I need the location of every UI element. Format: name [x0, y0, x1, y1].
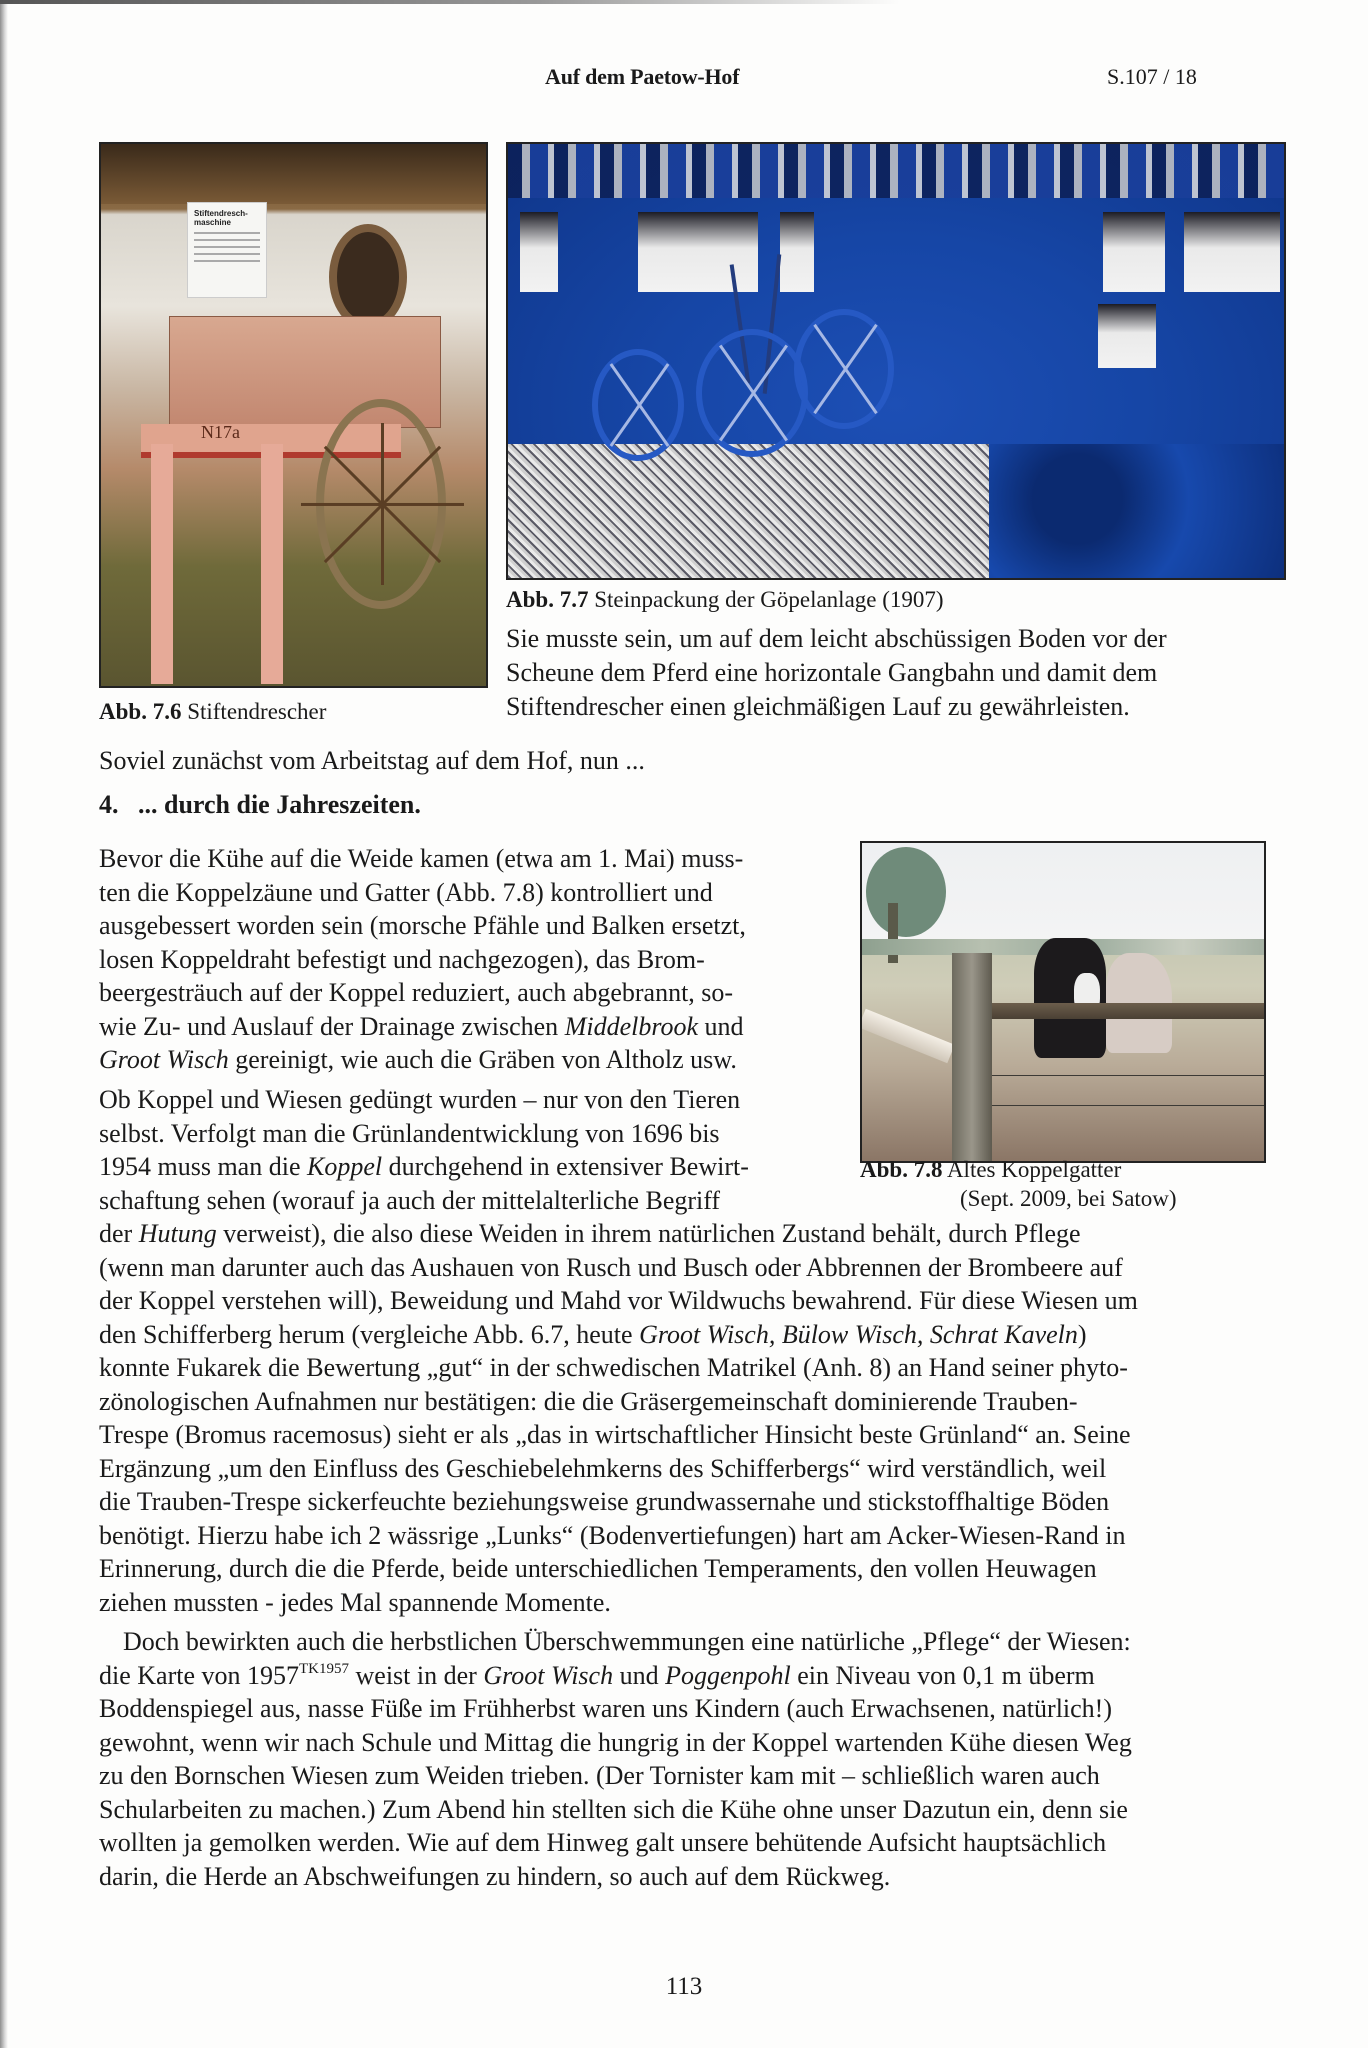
footnote-ref: TK1957 — [299, 1660, 350, 1677]
round-opening — [329, 224, 407, 330]
text-line: ziehen mussten - jedes Mal spannende Momente. — [99, 1587, 611, 1617]
section-number: 4. — [99, 790, 119, 819]
barn-window — [1184, 212, 1280, 292]
shadowed-ground — [989, 444, 1284, 580]
running-header-title: Auf dem Paetow-Hof — [545, 64, 740, 89]
figure-7-7-label: Abb. 7.7 — [506, 587, 589, 612]
cart-wheel — [592, 349, 684, 461]
barn-window — [780, 212, 814, 292]
text-line: zönologischen Aufnahmen nur bestätigen: die die Gräsergemeinschaft dominierende Trauben- — [99, 1386, 1078, 1416]
barn-window — [520, 212, 558, 292]
barn-window — [1098, 304, 1156, 368]
text-line: losen Koppeldraht befestigt und nachgezogen), das Brom- — [99, 944, 705, 974]
text-line: (wenn man darunter auch das Aushauen von Rusch und Busch oder Abbrennen der Brombeere auf — [99, 1252, 1123, 1282]
intro-line: Soviel zunächst vom Arbeitstag auf dem Hof, nun ... — [99, 746, 645, 775]
text-line: wollten ja gemolken werden. Wie auf dem Hinweg galt unsere behütende Aufsicht hauptsächlich — [99, 1828, 1107, 1857]
text-line: 1954 muss man die Koppel durchgehend in extensiver Bewirt- — [99, 1152, 749, 1181]
fence-wire — [992, 1075, 1266, 1076]
text-line: Ergänzung „um den Einfluss des Geschiebelehmkerns des Schifferbergs“ wird verständlich, weil — [99, 1453, 1107, 1483]
text-line: Trespe (Bromus racemosus) sieht er als „das in wirtschaftlicher Hinsicht beste Grünland“ an. Seine — [99, 1420, 1131, 1449]
place-name: Middelbrook — [564, 1011, 699, 1041]
text-line: gewohnt, wenn wir nach Schule und Mittag die hungrig in der Koppel wartenden Kühe diesen Weg — [99, 1727, 1132, 1757]
scan-top-shadow — [0, 0, 900, 4]
text-line: die Trauben-Trespe sickerfeuchte beziehungsweise grundwassernahe und stickstoffhaltige Böden — [99, 1487, 1110, 1516]
text-line: ten die Koppelzäune und Gatter (Abb. 7.8) kontrolliert und — [99, 877, 713, 907]
text-line: zu den Bornschen Wiesen zum Weiden trieben. (Der Tornister kam mit – schließlich waren auch — [99, 1761, 1100, 1790]
text-line: darin, die Herde an Abschweifungen zu hindern, so auch auf dem Rückweg. — [99, 1861, 891, 1891]
text-line: wie Zu- und Auslauf der Drainage zwischen Middelbrook und — [99, 1011, 744, 1041]
figure-7-8-caption — [860, 1155, 1121, 1185]
text-line: Schularbeiten zu machen.) Zum Abend hin stellten sich die Kühe ohne unser Dazutun ein, denn sie — [99, 1794, 1128, 1824]
paragraph-1 — [99, 842, 746, 1077]
text-line: den Schifferberg herum (vergleiche Abb. 6.7, heute Groot Wisch, Bülow Wisch, Schrat Kaveln) — [99, 1319, 1087, 1349]
description-line: Sie musste sein, um auf dem leicht abschüssigen Boden vor der — [506, 624, 1167, 653]
paragraph-3 — [99, 1625, 1132, 1893]
figure-7-7-photo — [506, 142, 1286, 580]
section-title: ... durch die Jahreszeiten. — [138, 790, 421, 819]
text-line: Ob Koppel und Wiesen gedüngt wurden – nur von den Tieren — [99, 1085, 741, 1114]
text-line: beergesträuch auf der Koppel reduziert, auch abgebrannt, so- — [99, 978, 734, 1007]
tree — [866, 847, 946, 937]
description-line: Stiftendrescher einen gleichmäßigen Lauf zu gewährleisten. — [506, 692, 1130, 721]
text-line: selbst. Verfolgt man die Grünlandentwicklung von 1696 bis — [99, 1118, 720, 1148]
barn-roof — [508, 144, 1284, 198]
museum-sign-title: Stiftendresch-maschine — [194, 209, 248, 227]
figure-7-7-description — [506, 622, 1167, 724]
text-line: die Karte von $1957^{TK1957}$ weist in der Groot Wisch und Poggenpohl ein Niveau von 0,1 m überm — [99, 1660, 1095, 1690]
figure-7-6-title: Stiftendrescher — [187, 699, 327, 724]
text-line: Erinnerung, durch die die Pferde, beide unterschiedlichen Temperaments, den vollen Heuwagen — [99, 1554, 1097, 1583]
section-heading — [99, 790, 421, 820]
text-line: Groot Wisch gereinigt, wie auch die Gräben von Altholz usw. — [99, 1045, 737, 1074]
figure-7-7-title: Steinpackung der Göpelanlage (1907) — [594, 587, 944, 612]
running-header-page-ref: S.107 / 18 — [1107, 64, 1197, 89]
figure-7-6-caption — [99, 697, 326, 727]
machine-marking: N17a — [201, 422, 240, 442]
figure-7-6-photo — [99, 142, 488, 688]
fence-rail — [987, 1003, 1266, 1019]
place-name: Groot Wisch — [99, 1045, 229, 1074]
wooden-beam — [101, 144, 486, 204]
text-line: Bevor die Kühe auf die Weide kamen (etwa am 1. Mai) muss- — [99, 844, 744, 873]
description-line: Scheune dem Pferd eine horizontale Gangbahn und damit dem — [506, 658, 1158, 687]
page-number: 113 — [665, 1973, 703, 2000]
text-line: konnte Fukarek die Bewertung „gut“ in der schwedischen Matrikel (Anh. 8) an Hand seiner phyto- — [99, 1353, 1128, 1382]
cart-wheel — [696, 329, 808, 457]
flywheel — [316, 399, 446, 609]
text-line: Doch bewirkten auch die herbstlichen Überschwemmungen eine natürliche „Pflege“ der Wiesen: — [123, 1627, 1131, 1656]
figure-7-7-caption — [506, 585, 944, 615]
birch-gate-log — [860, 1009, 955, 1064]
text-line: der Hutung verweist), die also diese Weiden in ihrem natürlichen Zustand behält, durch Pflege — [99, 1219, 1081, 1248]
text-line: Boddenspiegel aus, nasse Füße im Frühherbst waren uns Kindern (auch Erwachsenen, natürlich!) — [99, 1694, 1112, 1723]
text-line: ausgebessert worden sein (morsche Pfähle und Balken ersetzt, — [99, 911, 746, 940]
text-line: benötigt. Hierzu habe ich 2 wässrige „Lunks“ (Bodenvertiefungen) hart am Acker-Wiesen-Rand in — [99, 1520, 1126, 1550]
page-edge-shadow — [0, 0, 8, 2048]
barn-window — [638, 212, 758, 292]
museum-sign — [187, 202, 267, 298]
text-line: der Koppel verstehen will), Beweidung und Mahd vor Wildwuchs bewahrend. Für diese Wiesen um — [99, 1286, 1138, 1315]
cart-wheel — [794, 309, 894, 429]
figure-7-8-label: Abb. 7.8 — [860, 1157, 943, 1182]
figure-7-6-label: Abb. 7.6 — [99, 699, 182, 724]
figure-7-8-title: Altes Koppelgatter — [946, 1157, 1122, 1182]
stand-leg — [261, 444, 283, 684]
figure-7-8-caption-date: (Sept. 2009, bei Satow) — [960, 1186, 1177, 1211]
text-line: schaftung sehen (worauf ja auch der mittelalterliche Begriff — [99, 1185, 721, 1215]
stone-packing — [508, 444, 989, 580]
stand-leg — [151, 444, 173, 684]
barn-window — [1103, 212, 1165, 292]
